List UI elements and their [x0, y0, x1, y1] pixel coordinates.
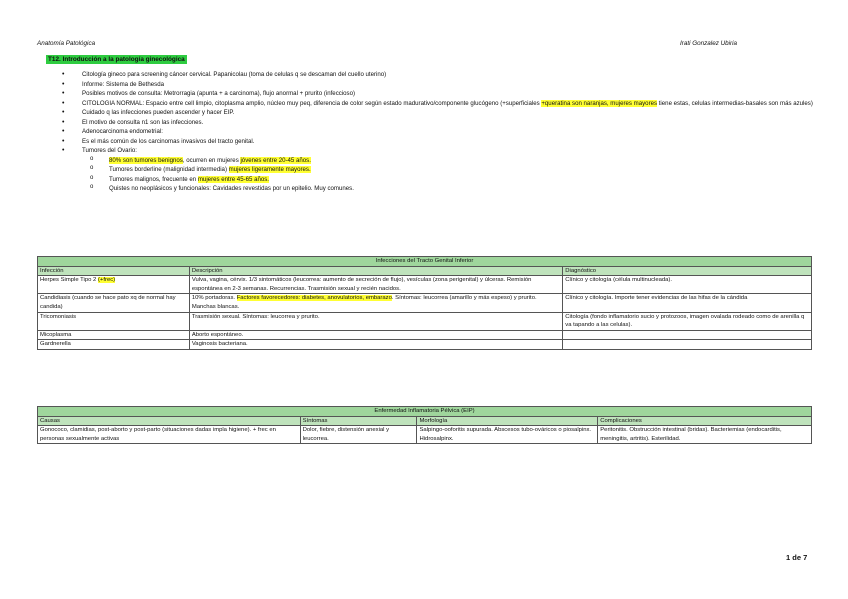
list-item: • Citología gineco para screening cáncer cervical. Papanicolau (toma de celulas q se descaman del cuello uterino) — [56, 70, 816, 80]
list-item: • Es el más común de los carcinomas invasivos del tracto genital. — [56, 137, 816, 147]
table-cell: Dolor, fiebre, distensión anexial y leucorrea. — [300, 426, 417, 444]
infections-table — [37, 256, 812, 350]
bullet-list — [56, 70, 816, 194]
table-cell: Candidiasis (cuando se hace pato xq de normal hay candida) — [38, 294, 190, 312]
table-cell — [563, 330, 812, 340]
page-number: 1 de 7 — [786, 553, 808, 562]
list-item: • El motivo de consulta n1 son las infecciones. — [56, 118, 816, 128]
column-header: Complicaciones — [598, 416, 812, 426]
table-cell: 10% portadoras. Factores favorecedores: diabetes, anovulatorios, embarazo. Síntomas: leucorrea (amarillo y más espeso) y prurito. Manchas blancas. — [189, 294, 562, 312]
highlight: +queratina son naranjas, mujeres mayores — [541, 99, 658, 107]
table-cell: Trasmisión sexual. Síntomas: leucorrea y prurito. — [189, 312, 562, 330]
table-cell: Aborto espontáneo. — [189, 330, 562, 340]
column-header: Morfología — [417, 416, 598, 426]
table-title-row — [38, 407, 812, 417]
table-header-row — [38, 266, 812, 276]
column-header: Diagnóstico — [563, 266, 812, 276]
list-item: • CITOLOGIA NORMAL: Espacio entre cell limpio, citoplasma amplio, núcleo muy peq, diferencia de color según estado madurativo/componente glucógeno (+superficiales +queratina son naranjas, mujeres mayores tiene estas, celulas intermedias-basales son más azules) — [56, 99, 816, 109]
table-cell: Peritonitis. Obstrucción intestinal (bridas). Bacteriemias (endocarditis, meningitis, artritis). Esterilidad. — [598, 426, 812, 444]
table-cell — [563, 340, 812, 350]
page-title: T12. Introducción a la patología ginecológica — [48, 56, 185, 63]
table-row — [38, 426, 812, 444]
column-header: Infección — [38, 266, 190, 276]
sub-list-item: o 80% son tumores benignos, ocurren en mujeres jóvenes entre 20-45 años. — [82, 156, 816, 166]
table-cell: Vaginosis bacteriana. — [189, 340, 562, 350]
list-item: • Adenocarcinoma endometrial: — [56, 127, 816, 137]
table-row — [38, 312, 812, 330]
column-header: Descripción — [189, 266, 562, 276]
header-subject: Anatomía Patológica — [37, 40, 96, 47]
list-item: • Tumores del Ovario: o 80% son tumores benignos, ocurren en mujeres jóvenes entre 20-45 años. o Tumores borderline (malignidad intermedia) mujeres ligeramente mayores. o Tumores malignos, frecuente en mujeres entre 45-65 años. o Quistes no neoplásicos y funcionales: Cavidades revestidas por un epitelio. Muy comunes. — [56, 146, 816, 194]
table-cell: Micoplasma — [38, 330, 190, 340]
header-author: Irati Gonzalez Ubiria — [680, 40, 738, 47]
table-cell: Clínico y citología (célula multinucleada). — [563, 276, 812, 294]
table-cell: Salpingo-ooforitis supurada. Abscesos tubo-ováricos o piosalpinx. Hidrosalpinx. — [417, 426, 598, 444]
list-item: • Posibles motivos de consulta: Metrorragia (apunta + a carcinoma), flujo anormal + prurito (infeccioso) — [56, 89, 816, 99]
sub-list — [82, 156, 816, 194]
table-cell: Vulva, vagina, cérvix. 1/3 sintomáticos (leucorrea: aumento de secreción de flujo), vesículas (zona perigenital) y úlceras. Remisión espontánea en 2-3 semanas. Recurrencias. Trasmisión sexual y recién nacidos. — [189, 276, 562, 294]
table-title-row — [38, 257, 812, 267]
table-cell: Citología (fondo inflamatorio sucio y protozoos, imagen ovalada rodeado como de arenilla q va tapando a las celulas). — [563, 312, 812, 330]
table-header-row — [38, 416, 812, 426]
list-item: • Informe: Sistema de Bethesda — [56, 80, 816, 90]
table-row — [38, 330, 812, 340]
sub-list-item: o Tumores borderline (malignidad intermedia) mujeres ligeramente mayores. — [82, 165, 816, 175]
sub-list-item: o Quistes no neoplásicos y funcionales: Cavidades revestidas por un epitelio. Muy comunes. — [82, 184, 816, 194]
list-item: • Cuidado q las infecciones pueden ascender y hacer EIP. — [56, 108, 816, 118]
table-row — [38, 276, 812, 294]
table-row — [38, 340, 812, 350]
sub-list-item: o Tumores malignos, frecuente en mujeres entre 45-65 años. — [82, 175, 816, 185]
table-title: Enfermedad Inflamatoria Pélvica (EIP) — [38, 407, 812, 417]
column-header: Causas — [38, 416, 301, 426]
table-cell: Clínico y citología. Importe tener evidencias de las hifas de la cándida — [563, 294, 812, 312]
table-cell: Gonococo, clamidias, post-aborto y post-parto (situaciones dadas impla higiene). + frec en personas sexualmente activas — [38, 426, 301, 444]
eip-table — [37, 406, 812, 444]
table-cell: Gardnerella — [38, 340, 190, 350]
table-title: Infecciones del Tracto Genital Inferior — [38, 257, 812, 267]
table-row — [38, 294, 812, 312]
table-cell: Tricomoniasis — [38, 312, 190, 330]
table-cell: Herpes Simple Tipo 2 (+frec) — [38, 276, 190, 294]
column-header: Síntomas — [300, 416, 417, 426]
